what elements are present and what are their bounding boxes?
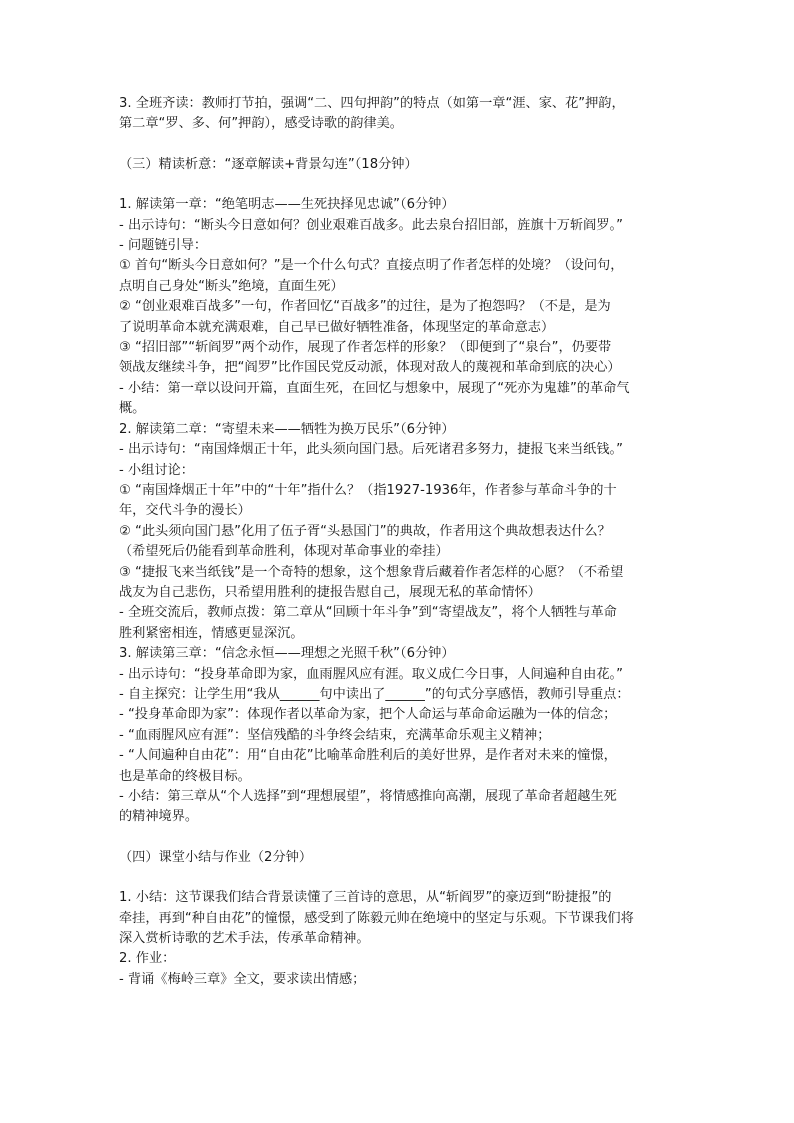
- chapter3-poem: - 出示诗句：“投身革命即为家，血雨腥风应有涯。取义成仁今日事，人间遍种自由花。”: [119, 666, 623, 682]
- chapter2-heading: 2. 解读第二章：“寄望未来——牺牲为换万民乐”（6分钟）: [119, 421, 455, 437]
- chapter1-question-1: ① 首句“断头今日意如何？”是一个什么句式？直接点明了作者怎样的处境？（设问句，: [119, 258, 624, 274]
- chapter3-key-2: - “血雨腥风应有涯”：坚信残酷的斗争终会结束，充满革命乐观主义精神；: [119, 727, 551, 743]
- chapter1-question-3: ③ “招旧部”“斩阎罗”两个动作，展现了作者怎样的形象？（即便到了“泉台”，仍要带: [119, 340, 612, 356]
- chapter3-key-3: - “人间遍种自由花”：用“自由花”比喻革命胜利后的美好世界，是作者对未来的憧憬，: [119, 748, 617, 764]
- chapter1-poem: - 出示诗句：“断头今日意如何？创业艰难百战多。此去泉台招旧部，旌旗十万斩阎罗。”: [119, 217, 623, 233]
- chapter2-poem: - 出示诗句：“南国烽烟正十年，此头须向国门悬。后死诸君多努力，捷报飞来当纸钱。”: [119, 442, 623, 458]
- reading-step-line: 3. 全班齐读：教师打节拍，强调“二、四句押韵”的特点（如第一章“涯、家、花”押韵，: [119, 96, 625, 111]
- chapter2-summary: - 全班交流后，教师点拨：第二章从“回顾十年斗争”到“寄望战友”，将个人牺牲与革命: [119, 605, 617, 621]
- chapter1-question-2-cont: 了说明革命本就充满艰难，自己早已做好牺牲准备，体现坚定的革命意志）: [119, 319, 555, 335]
- section-heading-4: （四）课堂小结与作业（2分钟）: [119, 849, 313, 865]
- chapter2-question-2-cont: （希望死后仍能看到革命胜利，体现对革命事业的牵挂）: [119, 544, 449, 560]
- chapter2-question-1: ① “南国烽烟正十年”中的“十年”指什么？（指1927-1936年，作者参与革命斗争的十: [119, 482, 617, 498]
- chapter3-key-1: - “投身革命即为家”：体现作者以革命为家，把个人命运与革命命运融为一体的信念；: [119, 707, 617, 723]
- class-summary-cont: 牵挂，再到“种自由花”的憧憬，感受到了陈毅元帅在绝境中的坚定与乐观。下节课我们将: [119, 910, 634, 926]
- chapter3-key-3-cont: 也是革命的终极目标。: [119, 768, 251, 784]
- chapter2-question-3-cont: 战友为自己悲伤，只希望用胜利的捷报告慰自己，展现无私的革命情怀）: [119, 584, 541, 600]
- chapter2-summary-cont: 胜利紧密相连，情感更显深沉。: [119, 625, 304, 641]
- spacer: [119, 135, 679, 155]
- chapter1-question-1-cont: 点明自己身处“断头”绝境，直面生死）: [119, 278, 344, 294]
- spacer: [119, 828, 679, 848]
- homework-item-1: - 背诵《梅岭三章》全文，要求读出情感；: [119, 971, 366, 987]
- chapter2-discussion: - 小组讨论：: [119, 462, 194, 478]
- chapter1-heading: 1. 解读第一章：“绝笔明志——生死抉择见忠诚”（6分钟）: [119, 197, 455, 213]
- section-heading-3: （三）精读析意：“逐章解读+背景勾连”（18分钟）: [119, 156, 418, 172]
- spacer: [119, 868, 679, 888]
- chapter1-question-chain: - 问题链引导：: [119, 238, 208, 254]
- chapter2-question-1-cont: 年，交代斗争的漫长）: [119, 503, 251, 519]
- chapter1-summary-cont: 概。: [119, 401, 146, 417]
- chapter3-explore: - 自主探究：让学生用“我从______句中读出了______”的句式分享感悟，教师引导重点：: [119, 686, 630, 702]
- document-body: [119, 94, 679, 990]
- chapter2-question-3: ③ “捷报飞来当纸钱”是一个奇特的想象，这个想象背后藏着作者怎样的心愿？（不希望: [119, 564, 624, 580]
- homework-heading: 2. 作业：: [119, 951, 176, 967]
- spacer: [119, 175, 679, 195]
- class-summary: 1. 小结：这节课我们结合背景读懂了三首诗的意思，从“斩阎罗”的豪迈到“盼捷报”的: [119, 890, 612, 906]
- class-summary-cont: 深入赏析诗歌的艺术手法，传承革命精神。: [119, 931, 370, 947]
- chapter1-summary: - 小结：第一章以设问开篇，直面生死，在回忆与想象中，展现了“死亦为鬼雄”的革命气: [119, 380, 630, 396]
- chapter3-summary-cont: 的精神境界。: [119, 809, 199, 825]
- chapter3-summary: - 小结：第三章从“个人选择”到“理想展望”，将情感推向高潮，展现了革命者超越生死: [119, 789, 617, 804]
- chapter1-question-3-cont: 领战友继续斗争，把“阎罗”比作国民党反动派，体现对敌人的蔑视和革命到底的决心）: [119, 360, 621, 376]
- chapter2-question-2: ② “此头须向国门悬”化用了伍子胥“头悬国门”的典故，作者用这个典故想表达什么？: [119, 523, 611, 539]
- chapter3-heading: 3. 解读第三章：“信念永恒——理想之光照千秋”（6分钟）: [119, 646, 455, 662]
- chapter1-question-2: ② “创业艰难百战多”一句，作者回忆“百战多”的过往，是为了抱怨吗？（不是，是为: [119, 299, 611, 315]
- reading-step-line: 第二章“罗、多、何”押韵），感受诗歌的韵律美。: [119, 116, 403, 132]
